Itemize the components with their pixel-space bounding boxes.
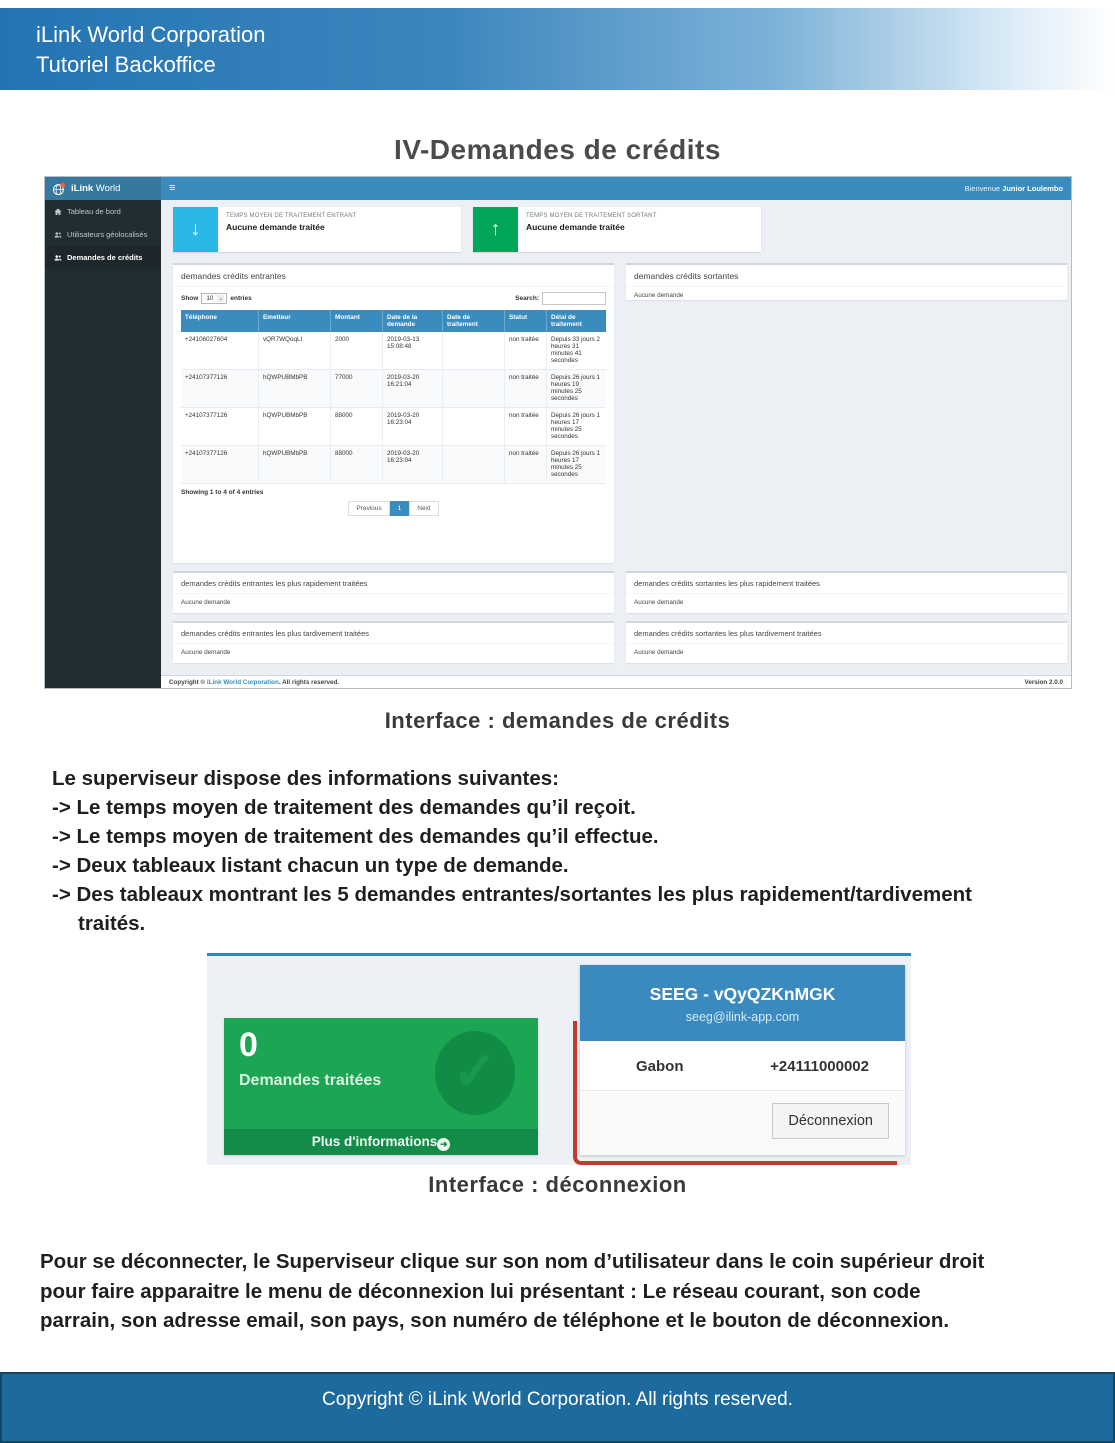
- users-icon: [54, 254, 62, 262]
- users-icon: [54, 231, 62, 239]
- empty-message: Aucune demande: [634, 292, 684, 299]
- header-line-subtitle: Tutoriel Backoffice: [36, 52, 216, 77]
- table-cell: 2019-03-20 16:23:04: [383, 446, 443, 483]
- search-input[interactable]: [542, 292, 606, 305]
- panel-title: demandes crédits entrantes: [173, 265, 614, 287]
- info-bullet: -> Des tableaux montrant les 5 demandes entrantes/sortantes les plus rapidement/tardivement traités.: [52, 883, 972, 935]
- credit-requests-table: [181, 310, 606, 484]
- check-circle-icon: ✓: [435, 1031, 515, 1115]
- chevron-down-icon: ⌄: [218, 296, 224, 302]
- stat-title: TEMPS MOYEN DE TRAITEMENT SORTANT: [526, 213, 657, 219]
- table-cell: hQWPUBMbPB: [259, 446, 331, 483]
- entries-label: entries: [230, 295, 252, 302]
- arrow-up-icon: ↑: [473, 207, 518, 252]
- panel-title: demandes crédits entrantes les plus rapidement traitées: [173, 573, 614, 594]
- treated-label: Demandes traitées: [239, 1072, 382, 1089]
- table-cell: [443, 408, 505, 445]
- caption-logout: Interface : déconnexion: [428, 1172, 687, 1197]
- table-row: [181, 370, 606, 408]
- next-page-button[interactable]: Next: [409, 501, 438, 516]
- table-row: [181, 408, 606, 446]
- stat-card-outgoing: [473, 207, 761, 252]
- sidebar-item-users-geo[interactable]: Utilisateurs géolocalisés: [45, 223, 161, 246]
- table-cell: +24107377126: [181, 446, 259, 483]
- table-cell: [443, 332, 505, 369]
- more-info-link[interactable]: Plus d'informations ➜: [224, 1129, 538, 1155]
- table-cell: Depuis 26 jours 1 heures 17 minutes 25 secondes: [551, 412, 601, 440]
- table-cell: 2019-03-20 16:21:04: [383, 370, 443, 407]
- network-and-code: SEEG - vQyQZKnMGK: [649, 984, 836, 1004]
- column-header-delai[interactable]: Délai de traitement: [547, 310, 606, 332]
- table-cell: +24107377126: [181, 408, 259, 445]
- info-bullet: -> Le temps moyen de traitement des demandes qu’il reçoit.: [52, 796, 636, 819]
- table-cell: vQR7WQoqLI: [259, 332, 331, 369]
- panel-incoming-latest: [173, 621, 614, 663]
- panel-outgoing-latest: [626, 621, 1067, 663]
- menu-toggle-icon[interactable]: ≡: [169, 182, 176, 194]
- table-cell: 77000: [331, 370, 383, 407]
- current-page-button[interactable]: 1: [390, 501, 410, 516]
- table-cell: Depuis 26 jours 1 heures 17 minutes 25 secondes: [551, 450, 601, 478]
- logout-screenshot: [207, 953, 911, 1165]
- stat-value: Aucune demande traitée: [226, 222, 325, 232]
- table-cell: hQWPUBMbPB: [259, 370, 331, 407]
- table-cell: 2000: [331, 332, 383, 369]
- table-cell: hQWPUBMbPB: [259, 408, 331, 445]
- app-brand: iLink World: [71, 183, 121, 194]
- user-dropdown-card: [580, 965, 905, 1155]
- empty-message: Aucune demande: [634, 649, 684, 656]
- app-content: [161, 200, 1071, 688]
- column-header-telephone[interactable]: Téléphone: [181, 310, 259, 332]
- show-label: Show: [181, 295, 199, 302]
- caption-credits: Interface : demandes de crédits: [384, 708, 731, 733]
- treated-requests-card: [224, 1018, 538, 1155]
- info-bullet: -> Le temps moyen de traitement des demandes qu’il effectue.: [52, 825, 659, 848]
- app-sidebar: [45, 200, 161, 688]
- app-navbar: [45, 177, 1071, 200]
- info-paragraph: [52, 764, 992, 938]
- table-row: [181, 446, 606, 484]
- show-entries-select[interactable]: 10 ⌄: [201, 293, 227, 304]
- table-cell: non traitée: [505, 408, 547, 445]
- table-cell: 2019-03-20 16:23:04: [383, 408, 443, 445]
- panel-incoming-fastest: [173, 571, 614, 613]
- sidebar-item-credit-requests[interactable]: Demandes de crédits: [45, 246, 161, 269]
- user-phone: +24111000002: [770, 1058, 869, 1075]
- table-cell: non traitée: [505, 446, 547, 483]
- pagination: [173, 498, 614, 522]
- table-row: [181, 332, 606, 370]
- document-header: [0, 8, 1115, 90]
- previous-page-button[interactable]: Previous: [348, 501, 389, 516]
- info-intro: Le superviseur dispose des informations suivantes:: [52, 767, 559, 790]
- panel-incoming-requests: [173, 263, 614, 563]
- panel-outgoing-fastest: [626, 571, 1067, 613]
- user-country: Gabon: [636, 1058, 684, 1075]
- info-bullet: -> Deux tableaux listant chacun un type de demande.: [52, 854, 569, 877]
- logout-button[interactable]: Déconnexion: [772, 1103, 889, 1139]
- table-cell: [443, 370, 505, 407]
- app-logo[interactable]: [45, 177, 161, 200]
- table-cell: Depuis 33 jours 2 heures 31 minutes 41 secondes: [551, 336, 601, 364]
- app-version: Version 2.0.0: [1024, 679, 1063, 686]
- stat-title: TEMPS MOYEN DE TRAITEMENT ENTRANT: [226, 213, 357, 219]
- table-cell: non traitée: [505, 332, 547, 369]
- table-cell: +24106027604: [181, 332, 259, 369]
- panel-outgoing-requests: [626, 263, 1067, 300]
- table-cell: 88000: [331, 446, 383, 483]
- empty-message: Aucune demande: [634, 599, 684, 606]
- home-icon: [54, 208, 62, 216]
- panel-title: demandes crédits sortantes les plus tardivement traitées: [626, 623, 1067, 644]
- page-footer: Copyright © iLink World Corporation. All rights reserved.: [0, 1372, 1115, 1443]
- table-cell: +24107377126: [181, 370, 259, 407]
- search-label: Search:: [515, 295, 539, 302]
- table-cell: 2019-03-13 15:08:48: [383, 332, 443, 369]
- arrow-circle-right-icon: ➜: [437, 1138, 450, 1151]
- header-line-company: iLink World Corporation: [36, 22, 266, 47]
- treated-count: 0: [239, 1026, 258, 1064]
- table-cell: non traitée: [505, 370, 547, 407]
- stat-card-incoming: [173, 207, 461, 252]
- column-header-montant[interactable]: Montant: [331, 310, 383, 332]
- table-cell: 88000: [331, 408, 383, 445]
- empty-message: Aucune demande: [181, 649, 231, 656]
- dropdown-header: [580, 965, 905, 1041]
- panel-title: demandes crédits entrantes les plus tardivement traitées: [173, 623, 614, 644]
- app-footer: Version 2.0.0 Copyright © iLink World Corporation. All rights reserved.: [161, 675, 1071, 688]
- section-title: IV-Demandes de crédits: [394, 134, 721, 165]
- table-cell: Depuis 26 jours 1 heures 19 minutes 25 secondes: [551, 374, 601, 402]
- closing-paragraph: Pour se déconnecter, le Superviseur clique sur son nom d’utilisateur dans le coin supérieur droit pour faire apparaitre le menu de déconnexion lui présentant : Le réseau courant, son code parrain, son adresse email, son pays, son numéro de téléphone et le bouton de déconnexion.: [40, 1250, 985, 1332]
- table-cell: [443, 446, 505, 483]
- user-menu[interactable]: Bienvenue Junior Loulembo: [964, 184, 1063, 193]
- user-email: seeg@ilink-app.com: [685, 1010, 800, 1024]
- backoffice-screenshot: [44, 176, 1072, 689]
- sidebar-item-dashboard[interactable]: Tableau de bord: [45, 200, 161, 223]
- column-header-emetteur[interactable]: Emetteur: [259, 310, 331, 332]
- corporation-link[interactable]: iLink World Corporation: [206, 679, 279, 686]
- arrow-down-icon: ↓: [173, 207, 218, 252]
- column-header-date-traitement[interactable]: Date de traitement: [443, 310, 505, 332]
- globe-icon: [52, 182, 66, 196]
- empty-message: Aucune demande: [181, 599, 231, 606]
- table-summary: Showing 1 to 4 of 4 entries: [181, 489, 264, 496]
- column-header-statut[interactable]: Statut: [505, 310, 547, 332]
- column-header-date-demande[interactable]: Date de la demande: [383, 310, 443, 332]
- stat-value: Aucune demande traitée: [526, 222, 625, 232]
- panel-title: demandes crédits sortantes: [626, 265, 1067, 287]
- panel-title: demandes crédits sortantes les plus rapidement traitées: [626, 573, 1067, 594]
